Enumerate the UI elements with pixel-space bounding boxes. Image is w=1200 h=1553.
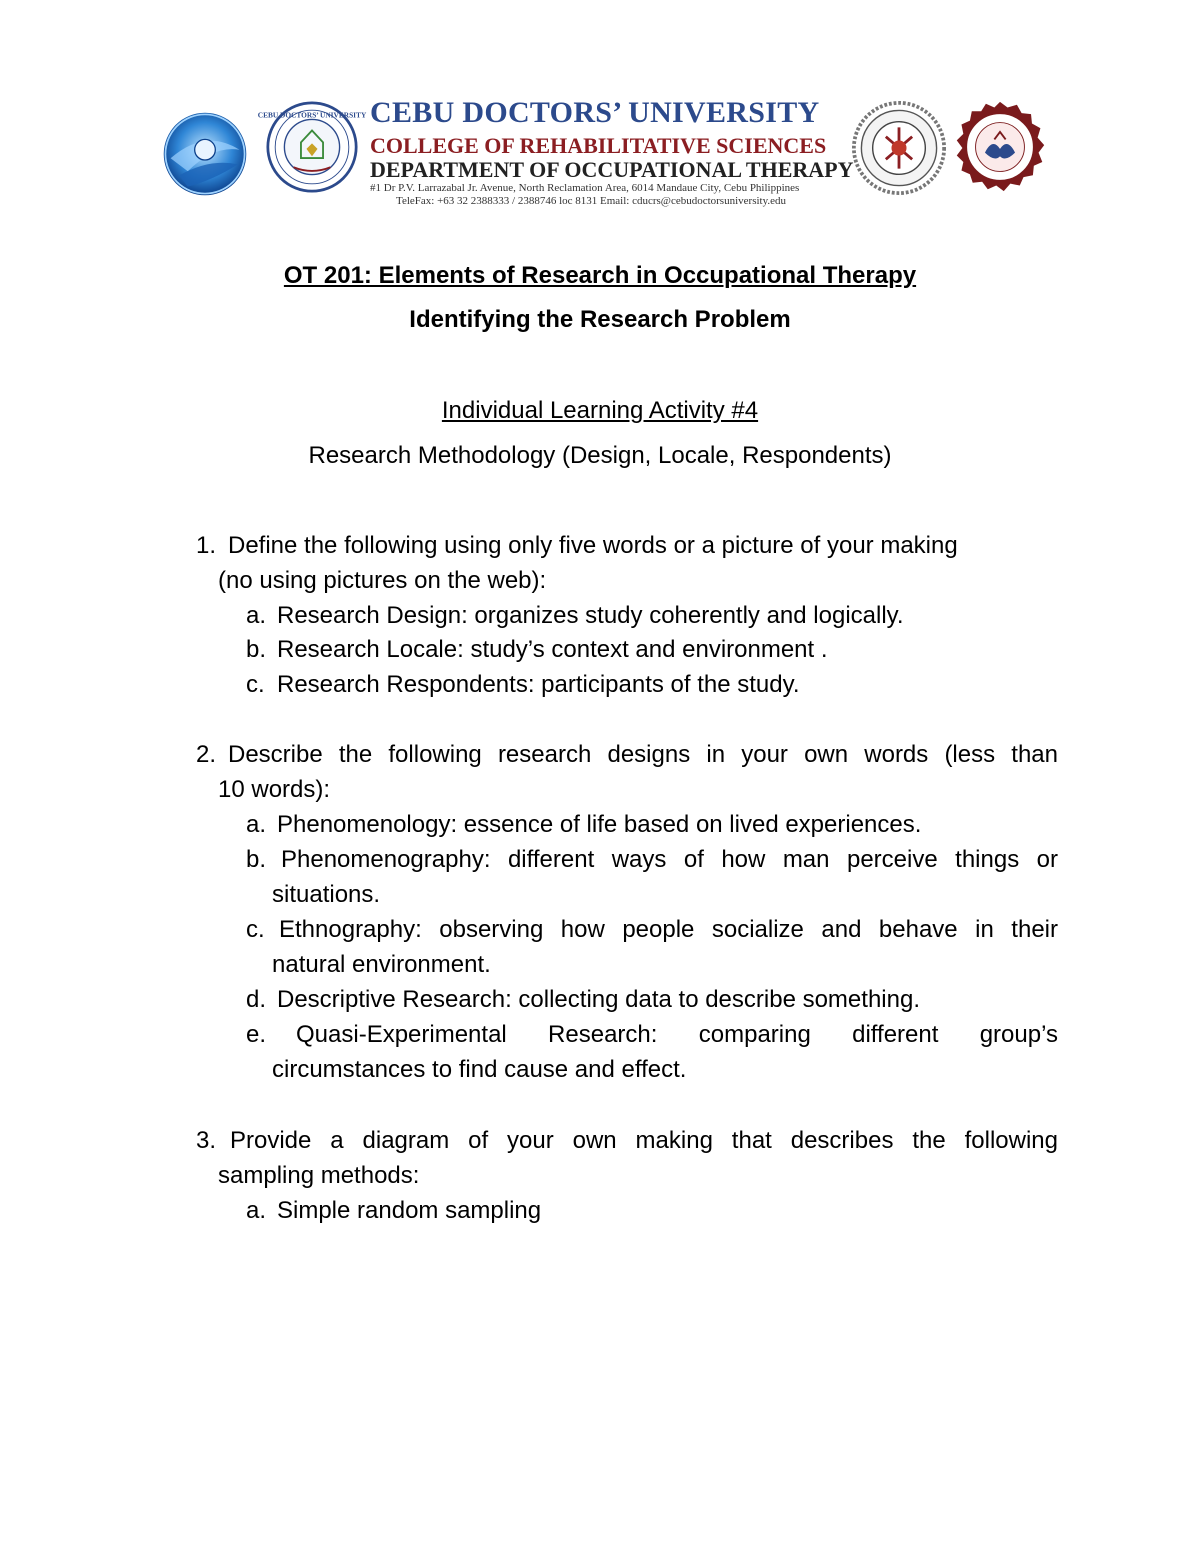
answer-letter: c. [246, 916, 265, 943]
activity-title: Individual Learning Activity #4 [441, 397, 759, 424]
answer-letter: a. [246, 1197, 267, 1224]
answer-text: Phenomenography: different ways of how man perceive things or [281, 846, 1058, 873]
department-seal [953, 100, 1047, 194]
answer-text: Quasi-Experimental Research: comparing different group’s [296, 1021, 1058, 1048]
answer-letter: d. [246, 986, 267, 1013]
answer-letter: b. [246, 846, 267, 873]
answer-text: Simple random sampling [277, 1197, 542, 1224]
answer-text-cont: natural environment. [272, 951, 491, 978]
answer-text: Research Design: organizes study coherently and logically. [277, 602, 904, 629]
department-name: DEPARTMENT OF OCCUPATIONAL THERAPY [370, 157, 854, 182]
answer-text: Phenomenology: essence of life based on lived experiences. [277, 811, 922, 838]
answer-text-cont: situations. [272, 881, 381, 908]
answer-text: Research Locale: study’s context and environment . [277, 636, 828, 663]
institution-logo-blue [162, 111, 248, 197]
address-line: #1 Dr P.V. Larrazabal Jr. Avenue, North Reclamation Area, 6014 Mandaue City, Cebu Philippines [370, 182, 800, 194]
methodology-subtitle: Research Methodology (Design, Locale, Respondents) [308, 442, 892, 469]
question-3-prompt-cont: sampling methods: [218, 1162, 420, 1189]
answer-letter: e. [246, 1021, 267, 1048]
answer-letter: b. [246, 636, 267, 663]
answer-letter: c. [246, 671, 265, 698]
question-2-number: 2. [196, 741, 217, 768]
question-2-prompt: Describe the following research designs in your own words (less than [228, 741, 1058, 768]
question-3-number: 3. [196, 1127, 217, 1154]
answer-letter: a. [246, 602, 267, 629]
seal-text: CEBU DOCTORS’ UNIVERSITY [257, 110, 367, 120]
answer-text: Descriptive Research: collecting data to describe something. [277, 986, 920, 1013]
answer-text: Research Respondents: participants of the study. [277, 671, 800, 698]
course-title: OT 201: Elements of Research in Occupational Therapy [283, 262, 917, 289]
contact-line: TeleFax: +63 32 2388333 / 2388746 loc 8131 Email: cducrs@cebudoctorsuniversity.edu [396, 195, 787, 207]
question-3-prompt: Provide a diagram of your own making that describes the following [230, 1127, 1058, 1154]
topic-title: Identifying the Research Problem [409, 306, 791, 333]
question-1-prompt-cont: (no using pictures on the web): [218, 567, 547, 594]
college-seal [852, 101, 946, 195]
university-seal [257, 101, 367, 193]
question-1-number: 1. [196, 532, 217, 559]
university-name: CEBU DOCTORS’ UNIVERSITY [370, 96, 820, 129]
answer-text-cont: circumstances to find cause and effect. [272, 1056, 687, 1083]
question-2-prompt-cont: 10 words): [218, 776, 331, 803]
question-1-prompt: Define the following using only five words or a picture of your making [228, 532, 958, 559]
college-name: COLLEGE OF REHABILITATIVE SCIENCES [370, 133, 827, 158]
answer-text: Ethnography: observing how people socialize and behave in their [279, 916, 1058, 943]
answer-letter: a. [246, 811, 267, 838]
